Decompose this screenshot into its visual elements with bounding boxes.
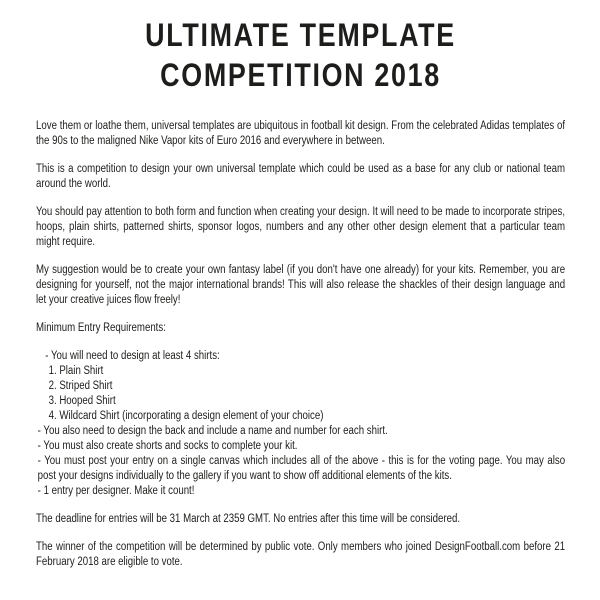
requirement-item: - 1 entry per designer. Make it count!	[37, 485, 195, 497]
requirement-item: 2. Striped Shirt	[48, 380, 113, 392]
requirement-item: 3. Hooped Shirt	[48, 395, 116, 407]
intro-paragraph-3: You should pay attention to both form and function when creating your design. It will need to be made to incorporate stripes, hoops, plain shirts, patterned shirts, sponsor logos, numbers and any other other design element that a particular team might require.	[36, 206, 566, 248]
requirement-item: - You must post your entry on a single canvas which includes all of the above - this is for the voting page. You may also post your designs individually to the gallery if you want to show off additional elements of the kits.	[37, 455, 566, 482]
intro-paragraph-4: My suggestion would be to create your own fantasy label (if you don't have one already) for your kits. Remember, you are designing for yourself, not the major international brands! This will also release the shackles of their design language and let your creative juices flow freely!	[36, 264, 566, 306]
intro-paragraph-2: This is a competition to design your own universal template which could be used as a base for any club or national team around the world.	[36, 163, 566, 190]
content-column	[36, 0, 565, 570]
requirement-item: 1. Plain Shirt	[48, 365, 104, 377]
page-title	[36, 0, 565, 95]
requirement-item: - You must also create shorts and socks to complete your kit.	[37, 440, 298, 452]
requirement-item: - You will need to design at least 4 shirts:	[45, 350, 220, 362]
page-title-line-2: COMPETITION 2018	[160, 57, 441, 93]
requirements-heading: Minimum Entry Requirements:	[36, 322, 166, 334]
requirements-list	[36, 349, 565, 499]
intro-paragraph-1: Love them or loathe them, universal templates are ubiquitous in football kit design. From the celebrated Adidas templates of the 90s to the maligned Nike Vapor kits of Euro 2016 and everywhere in between.	[36, 120, 566, 147]
deadline-text: The deadline for entries will be 31 March at 2359 GMT. No entries after this time will be considered.	[36, 513, 461, 525]
page-title-line-1: ULTIMATE TEMPLATE	[145, 17, 456, 53]
requirement-item: 4. Wildcard Shirt (incorporating a design element of your choice)	[48, 410, 324, 422]
voting-text: The winner of the competition will be determined by public vote. Only members who joined DesignFootball.com before 21 February 2018 are eligible to vote.	[36, 541, 566, 568]
requirement-item: - You also need to design the back and include a name and number for each shirt.	[37, 425, 388, 437]
